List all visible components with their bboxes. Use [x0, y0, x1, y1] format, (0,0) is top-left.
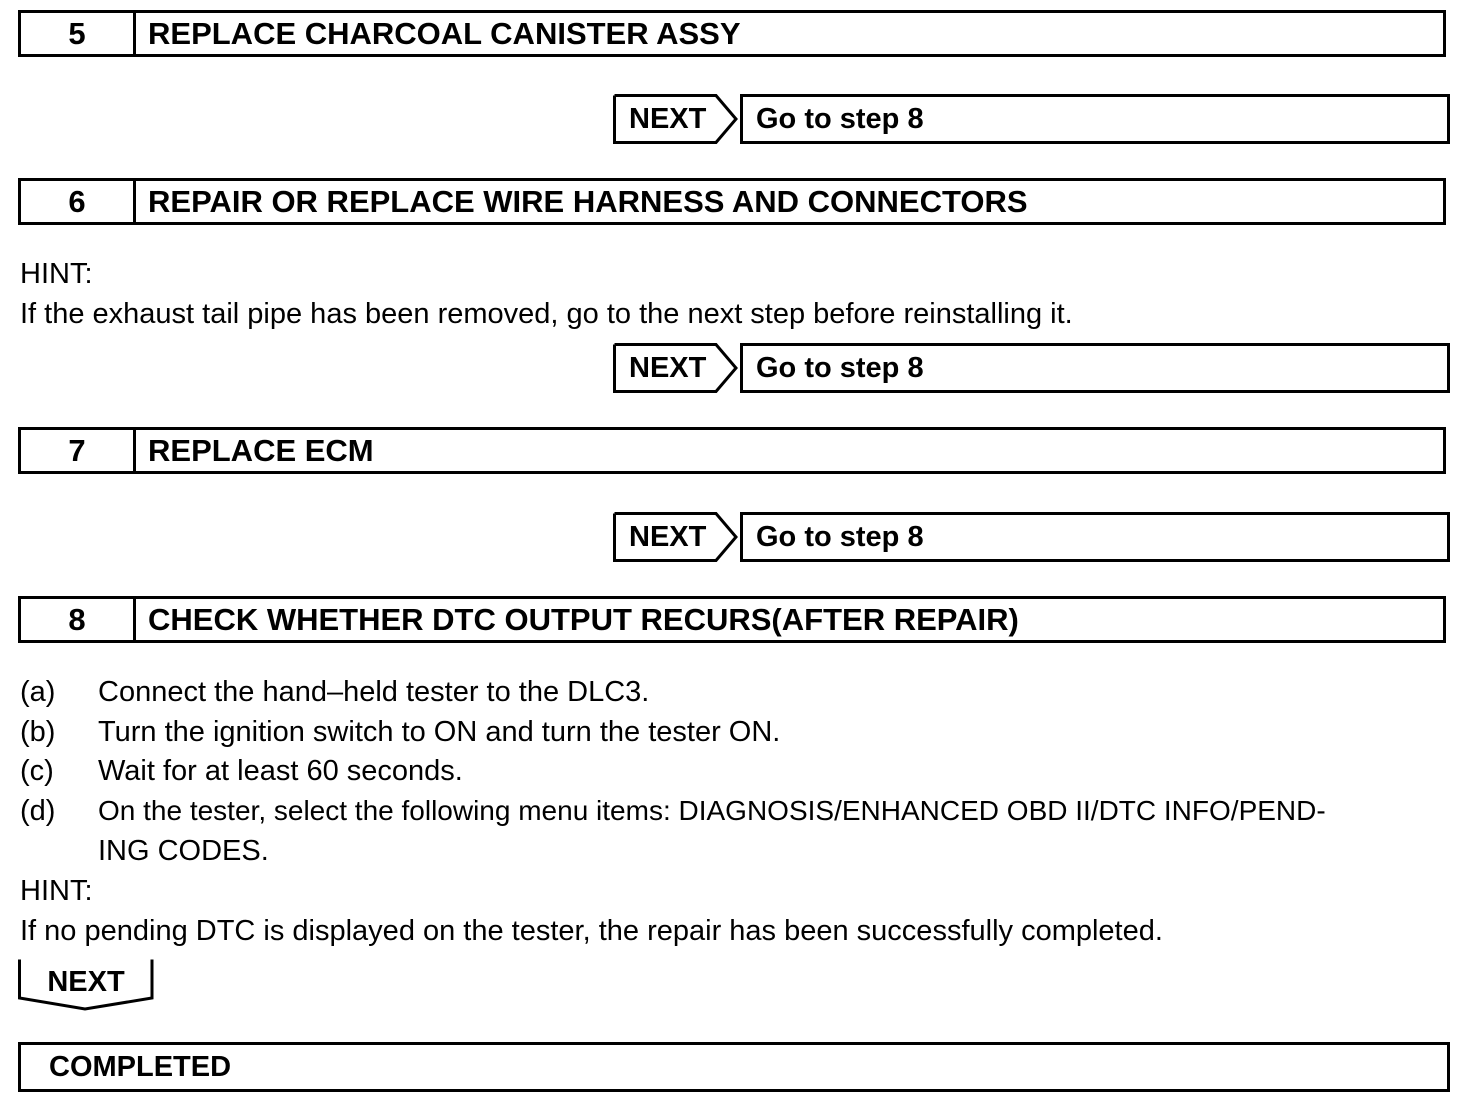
completed-box: COMPLETED [18, 1042, 1450, 1092]
hint-text: If no pending DTC is displayed on the tester, the repair has been successfully completed. [20, 915, 1163, 947]
list-marker: (c) [20, 755, 54, 787]
step-8-header [18, 596, 1446, 643]
step-number: 6 [21, 181, 136, 222]
list-text: ING CODES. [98, 835, 269, 867]
hint-label: HINT: [20, 875, 93, 907]
hint-text: If the exhaust tail pipe has been removed, go to the next step before reinstalling it. [20, 298, 1073, 330]
step-number: 7 [21, 430, 136, 471]
next-row-step-6 [613, 343, 1451, 393]
step-6-header [18, 178, 1446, 225]
step-7-header [18, 427, 1446, 474]
list-text: Wait for at least 60 seconds. [98, 755, 463, 787]
step-title: REPLACE CHARCOAL CANISTER ASSY [148, 15, 741, 51]
step-number: 5 [21, 13, 136, 54]
next-button[interactable]: NEXT [47, 966, 125, 998]
next-button[interactable]: NEXT [629, 103, 707, 135]
list-marker: (a) [20, 676, 56, 708]
hint-label: HINT: [20, 258, 93, 290]
goto-box: Go to step 8 [740, 94, 1450, 144]
goto-box: Go to step 8 [740, 512, 1450, 562]
step-number: 8 [21, 599, 136, 640]
list-marker: (d) [20, 795, 56, 827]
next-button[interactable]: NEXT [629, 352, 707, 384]
next-row-step-7 [613, 512, 1451, 562]
step-5-header [18, 10, 1446, 57]
list-text: Connect the hand–held tester to the DLC3. [98, 676, 650, 708]
goto-box: Go to step 8 [740, 343, 1450, 393]
list-text: Turn the ignition switch to ON and turn the tester ON. [98, 716, 781, 748]
step-title: CHECK WHETHER DTC OUTPUT RECURS(AFTER REPAIR) [148, 601, 1019, 637]
next-down-arrow [18, 958, 156, 1012]
step-title: REPLACE ECM [148, 432, 374, 468]
next-button[interactable]: NEXT [629, 521, 707, 553]
list-text: On the tester, select the following menu items: DIAGNOSIS/ENHANCED OBD II/DTC INFO/PEND- [98, 795, 1326, 826]
list-marker: (b) [20, 716, 56, 748]
step-title: REPAIR OR REPLACE WIRE HARNESS AND CONNECTORS [148, 183, 1028, 219]
next-row-step-5 [613, 94, 1451, 144]
